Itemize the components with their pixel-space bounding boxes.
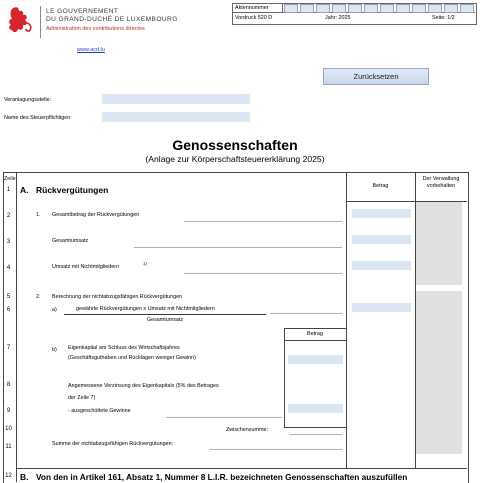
gesamtbetrag-field[interactable] [352,209,411,218]
gesamtbetrag-label: Gesamtbetrag der Rückvergütungen [52,212,140,218]
summe-label: Summe der nichtabzugsfähigen Rückvergütungen: [52,441,174,447]
footnote-mark: 1) [143,261,147,266]
form-table [3,172,469,483]
sub-a-label: a) [52,307,57,313]
veranlagungsstelle-label: Veranlagungsstelle: [4,97,52,103]
veranlagungsstelle-field[interactable] [102,94,250,104]
leader-line [210,449,342,450]
ausgeschuettete-gewinne-field[interactable] [288,404,343,413]
aktennummer-cell[interactable] [412,4,426,13]
section-a-letter: A. [20,185,29,195]
row-number: 10 [5,426,12,432]
row-number: 4 [6,265,11,271]
nichtabzugsfaehig-heading: Berechnung der nichtabzugsfähigen Rückvergütungen [52,294,183,300]
luxembourg-lion-crest-icon [6,5,34,35]
betrag-header: Betrag [372,183,389,189]
formula-denominator: Gesamtumsatz [146,317,184,323]
item-2-number: 2. [36,294,41,300]
inner-betrag-header-divider [284,340,346,341]
aktennummer-cell[interactable] [284,4,298,13]
row-number: 5 [6,294,11,300]
aktennummer-label: Aktennummer [235,5,269,11]
administration-name: Administration des contributions directes [46,26,145,32]
verwaltung-header-2: vorbehalten [426,183,456,189]
verzinsung-label-1: Angemessene Verzinsung des Eigenkapitals (5% des Betrages [68,383,219,389]
leader-line [270,313,342,314]
leader-line [290,434,342,435]
aktennummer-cell[interactable] [348,4,362,13]
gesamtumsatz-field[interactable] [352,235,411,244]
ausgeschuettete-gewinne-label: - ausgeschüttete Gewinne [68,408,131,414]
leader-line [166,417,282,418]
aktennummer-cell[interactable] [444,4,458,13]
nichtabzugsfaehig-a-field[interactable] [352,303,411,312]
website-link[interactable]: www.acd.lu [77,47,105,53]
verzinsung-label-2: der Zeile 7) [68,395,96,401]
inner-betrag-column [284,328,347,428]
page-title: Genossenschaften [172,137,298,153]
verwaltung-header-1: Der Verwaltung [422,176,460,182]
row-number: 9 [6,408,11,414]
row-number: 1 [6,187,11,193]
umsatz-nichtmitglieder-field[interactable] [352,261,411,270]
section-a-title: Rückvergütungen [36,185,109,195]
leader-line [134,247,342,248]
section-b-title: Von den in Artikel 161, Absatz 1, Nummer 8 L.I.R. bezeichneten Genossenschaften auszufüllen [36,472,408,482]
steuerpflichtiger-label: Name des Steuerpflichtigen: [4,115,72,121]
row-number: 12 [5,473,12,479]
eigenkapital-label-2: (Geschäftsguthaben und Rücklagen weniger Gewinn) [68,355,196,361]
formula-numerator: gewährte Rückvergütungen x Umsatz mit Nichtmitgliedern [76,306,215,312]
aktennummer-cell[interactable] [316,4,330,13]
logo-divider [40,6,41,38]
section-divider [16,468,467,469]
reset-button[interactable]: Zurücksetzen [323,68,429,85]
admin-reserved-block [416,291,462,454]
zwischensumme-label: Zwischensumme: [226,427,268,433]
row-number: 7 [6,345,11,351]
aktennummer-cell[interactable] [428,4,442,13]
row-number: 3 [6,239,11,245]
umsatz-nichtmitglieder-label: Umsatz mit Nichtmitgliedern [52,264,120,270]
inner-betrag-header: Betrag [307,331,323,337]
section-b-letter: B. [20,472,29,482]
row-number: 11 [5,444,12,450]
formula-fraction-bar [64,314,266,315]
sub-b-label: b) [52,347,57,353]
aktennummer-cell[interactable] [332,4,346,13]
government-line-2: DU GRAND-DUCHÉ DE LUXEMBOURG [46,16,178,23]
zeile-header: Zeile [4,176,16,182]
steuerpflichtiger-field[interactable] [102,112,250,122]
aktennummer-cell[interactable] [380,4,394,13]
leader-line [184,221,342,222]
eigenkapital-field[interactable] [288,355,343,364]
seite-label: Seite: 1/2 [432,14,455,21]
government-line-1: LE GOUVERNEMENT [46,8,119,15]
aktennummer-cell[interactable] [460,4,474,13]
aktennummer-cell[interactable] [364,4,378,13]
aktennummer-divider [282,3,283,12]
leader-line [184,273,342,274]
page-subtitle: (Anlage zur Körperschaftsteuererklärung 2025) [145,154,325,164]
admin-reserved-block [416,202,462,285]
zeile-column-divider [16,172,17,482]
row-number: 8 [6,382,11,388]
jahr-label: Jahr: 2025 [325,14,351,21]
vordruck-label: Vordruck 520 D [235,14,273,21]
row-number: 2 [6,213,11,219]
aktennummer-cell[interactable] [300,4,314,13]
gesamtumsatz-label: Gesamtumsatz [52,238,89,244]
aktennummer-cell[interactable] [396,4,410,13]
item-1-number: 1. [36,212,41,218]
eigenkapital-label-1: Eigenkapital am Schluss des Wirtschaftsjahres [68,345,180,351]
row-number: 6 [6,307,11,313]
